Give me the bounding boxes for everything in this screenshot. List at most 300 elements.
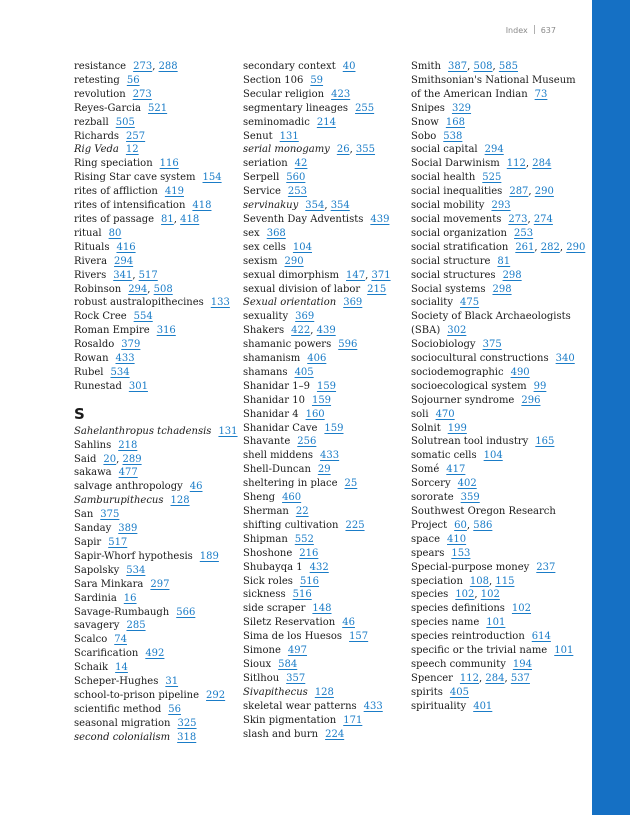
page-link[interactable]: 214 (316, 116, 336, 128)
page-link[interactable]: 104 (483, 450, 503, 462)
index-entry (74, 296, 239, 310)
page-references (497, 256, 510, 267)
page-link[interactable]: 73 (534, 88, 548, 100)
page-link[interactable]: 554 (133, 311, 153, 323)
page-link[interactable]: 294 (128, 283, 148, 295)
page-references (100, 509, 119, 520)
page-link[interactable]: 521 (148, 102, 168, 114)
page-link[interactable]: 402 (457, 478, 477, 490)
page-link[interactable]: 596 (338, 339, 358, 351)
page-references (295, 367, 314, 378)
index-term: sororate (411, 492, 454, 504)
index-term: Shell-Duncan (243, 464, 311, 476)
index-term: serial monogamy (243, 144, 330, 156)
page-link[interactable]: 379 (121, 339, 141, 351)
page-link[interactable]: 375 (482, 339, 502, 351)
index-term: Service (243, 186, 281, 198)
page-link[interactable]: 215 (367, 283, 387, 295)
page-link[interactable]: 389 (118, 523, 138, 535)
page-link[interactable]: 255 (355, 102, 375, 114)
page-link[interactable]: 116 (159, 158, 179, 170)
page-link[interactable]: 253 (514, 227, 534, 239)
page-link[interactable]: 22 (295, 506, 309, 517)
page-link[interactable]: 290 (534, 186, 554, 198)
index-entry (243, 630, 408, 644)
page-link[interactable]: 159 (324, 422, 344, 434)
page-link[interactable]: 492 (145, 648, 165, 660)
index-entry (74, 116, 239, 130)
page-references (310, 75, 323, 86)
index-term: Somé (411, 464, 440, 476)
index-term: Sahelanthropus tchadensis (74, 425, 212, 437)
page-link[interactable]: 157 (349, 631, 369, 643)
page-link[interactable]: 292 (206, 689, 226, 701)
page-references (119, 467, 138, 478)
index-term: sexual division of labor (243, 283, 361, 295)
page-link[interactable]: 294 (484, 144, 504, 156)
index-entry (243, 171, 408, 185)
page-link[interactable]: 302 (447, 325, 467, 337)
page-link[interactable]: 371 (371, 269, 391, 281)
page-link[interactable]: 423 (331, 88, 351, 100)
page-references (483, 339, 502, 350)
page-references (296, 506, 309, 517)
page-link[interactable]: 517 (138, 269, 158, 281)
page-link[interactable]: 102 (455, 589, 475, 601)
index-term: side scraper (243, 603, 306, 615)
page-link[interactable]: 165 (535, 436, 555, 448)
page-link[interactable]: 284 (485, 672, 505, 684)
page-link[interactable]: 20 (103, 453, 117, 465)
page-link[interactable]: 159 (316, 380, 337, 392)
page-link[interactable]: 516 (292, 589, 312, 601)
page-link[interactable]: 516 (299, 575, 320, 587)
index-entry (243, 380, 408, 394)
page-link[interactable]: 354 (305, 200, 325, 212)
page-link[interactable]: 290 (284, 255, 304, 267)
page-link[interactable]: 160 (305, 408, 325, 420)
page-link[interactable]: 153 (451, 547, 471, 559)
page-link[interactable]: 261 (515, 241, 535, 253)
index-entry (74, 185, 239, 199)
index-term: Scheper-Hughes (74, 676, 159, 688)
page-link[interactable]: 401 (473, 700, 493, 712)
page-link[interactable]: 405 (294, 366, 314, 378)
index-entry (74, 619, 239, 633)
page-link[interactable]: 340 (555, 353, 575, 365)
index-entry (74, 366, 239, 380)
page-references: 20, 289 (103, 453, 142, 465)
index-term: species reintroduction (411, 631, 525, 643)
page-link[interactable]: 301 (128, 380, 148, 392)
page-link[interactable]: 460 (282, 492, 302, 504)
page-link[interactable]: 56 (168, 703, 181, 715)
page-link[interactable]: 537 (510, 672, 530, 684)
index-entry (411, 588, 587, 602)
page-link[interactable]: 534 (110, 366, 130, 378)
page-link[interactable]: 432 (309, 561, 329, 573)
index-term: Simone (243, 645, 281, 657)
page-references: 294, 508 (128, 283, 173, 295)
page-references (114, 634, 127, 645)
page-references (150, 579, 169, 590)
page-references (460, 297, 479, 308)
page-link[interactable]: 614 (531, 631, 551, 643)
page-link[interactable]: 497 (287, 645, 308, 657)
index-entry (411, 366, 587, 380)
page-link[interactable]: 56 (126, 74, 140, 86)
page-references (116, 117, 135, 128)
index-term: social movements (411, 213, 502, 225)
page-link[interactable]: 508 (153, 283, 173, 295)
page-link[interactable]: 422 (291, 325, 311, 337)
page-link[interactable]: 288 (158, 61, 178, 72)
page-link[interactable]: 218 (118, 439, 138, 451)
page-references (511, 367, 530, 378)
page-link[interactable]: 284 (532, 158, 552, 170)
page-link[interactable]: 257 (126, 130, 146, 142)
page-references (349, 631, 368, 642)
index-term: Shubayqa 1 (243, 561, 303, 573)
index-term: Snipes (411, 102, 445, 114)
page-references (364, 701, 383, 712)
page-link[interactable]: 133 (210, 297, 230, 309)
page-link[interactable]: 417 (446, 464, 466, 476)
page-references (148, 103, 167, 114)
page-references (165, 186, 184, 197)
index-entry (243, 714, 408, 728)
page-references (280, 131, 299, 142)
page-link[interactable]: 273 (133, 61, 153, 72)
page-link[interactable]: 475 (459, 297, 480, 309)
page-link[interactable]: 128 (170, 495, 190, 507)
page-link[interactable]: 416 (116, 241, 136, 253)
page-link[interactable]: 357 (286, 672, 306, 684)
page-link[interactable]: 293 (491, 200, 511, 212)
page-references: 60, 586 (454, 519, 493, 531)
index-term: Sara Minkara (74, 578, 144, 590)
index-entry (74, 157, 239, 171)
index-entry (411, 394, 587, 408)
page-link[interactable]: 154 (202, 172, 222, 184)
page-link[interactable]: 586 (473, 519, 493, 531)
page-link[interactable]: 46 (342, 617, 355, 629)
index-entry (74, 171, 239, 185)
page-link[interactable]: 418 (192, 200, 212, 212)
page-link[interactable]: 42 (294, 158, 308, 170)
index-entry (243, 491, 408, 505)
index-term: sexual dimorphism (243, 269, 340, 281)
page-link[interactable]: 298 (492, 283, 512, 295)
page-references (486, 617, 505, 628)
index-entry (243, 422, 408, 436)
page-references (297, 436, 316, 447)
page-link[interactable]: 508 (473, 61, 493, 72)
page-references (482, 172, 501, 183)
index-term: Siletz Reservation (243, 617, 336, 629)
page-references (325, 729, 344, 740)
running-head-divider (534, 25, 535, 34)
index-entry (411, 157, 587, 171)
page-link[interactable]: 369 (295, 311, 315, 323)
index-entry (74, 88, 239, 102)
index-entry (74, 466, 239, 480)
index-term: Rosaldo (74, 339, 115, 351)
page-link[interactable]: 189 (199, 550, 219, 562)
page-link[interactable]: 325 (177, 717, 197, 729)
page-references (278, 659, 297, 670)
page-link[interactable]: 26 (336, 144, 350, 156)
page-references (536, 562, 555, 573)
index-term: retesting (74, 74, 120, 86)
index-term: sheltering in place (243, 478, 338, 490)
index-term: Shoshone (243, 547, 293, 559)
page-link[interactable]: 31 (165, 676, 179, 688)
page-link[interactable]: 148 (312, 603, 332, 615)
index-term: Richards (74, 130, 120, 142)
page-link[interactable]: 131 (218, 425, 238, 437)
page-link[interactable]: 115 (495, 575, 515, 587)
page-link[interactable]: 477 (118, 467, 138, 479)
page-references (267, 228, 286, 239)
page-references (133, 89, 152, 100)
index-entry (243, 505, 408, 519)
index-term: Seventh Day Adventists (243, 213, 364, 225)
index-term: Rising Star cave system (74, 172, 196, 184)
index-term: revolution (74, 88, 126, 100)
page-link[interactable]: 59 (310, 74, 324, 86)
page-link[interactable]: 329 (451, 102, 472, 114)
page-references (436, 409, 455, 420)
page-link[interactable]: 410 (447, 533, 467, 545)
page-link[interactable]: 131 (279, 130, 299, 142)
page-link[interactable]: 296 (521, 394, 541, 406)
page-link[interactable]: 147 (346, 269, 366, 281)
page-references (286, 673, 305, 684)
index-entry (74, 480, 239, 494)
page-link[interactable]: 355 (355, 144, 376, 156)
page-link[interactable]: 253 (287, 186, 308, 198)
page-link[interactable]: 74 (114, 634, 127, 646)
page-link[interactable]: 104 (292, 241, 313, 253)
page-link[interactable]: 566 (176, 606, 196, 618)
page-link[interactable]: 439 (316, 325, 336, 337)
page-link[interactable]: 368 (266, 227, 286, 239)
page-link[interactable]: 439 (370, 213, 390, 225)
index-term: specific or the trivial name (411, 645, 548, 657)
page-references (126, 144, 139, 155)
page-link[interactable]: 470 (435, 408, 455, 420)
index-term: Society of Black Archaeologists (SBA) (411, 311, 571, 337)
index-term: sexuality (243, 311, 289, 323)
index-entry (74, 703, 239, 717)
page-link[interactable]: 316 (156, 325, 176, 337)
index-entry (243, 463, 408, 477)
page-link[interactable]: 505 (115, 116, 135, 128)
page-link[interactable]: 274 (533, 213, 553, 225)
page-references (306, 409, 325, 420)
page-link[interactable]: 101 (554, 645, 574, 657)
page-link[interactable]: 418 (180, 213, 200, 225)
index-term: Social systems (411, 283, 486, 295)
index-entry (243, 227, 408, 241)
page-link[interactable]: 298 (502, 269, 522, 281)
page-link[interactable]: 168 (445, 116, 465, 128)
page-link[interactable]: 46 (189, 481, 203, 493)
page-references: 341, 517 (113, 269, 158, 281)
page-link[interactable]: 282 (540, 241, 560, 253)
page-references (115, 662, 128, 673)
page-link[interactable]: 101 (486, 617, 506, 629)
page-link[interactable]: 194 (512, 658, 533, 670)
page-references (299, 548, 318, 559)
page-link[interactable]: 12 (125, 144, 139, 156)
page-link[interactable]: 199 (447, 422, 467, 434)
page-link[interactable]: 433 (320, 450, 340, 462)
index-term: shifting cultivation (243, 519, 339, 531)
page-references (288, 186, 307, 197)
page-link[interactable]: 525 (482, 172, 502, 184)
page-references (192, 200, 211, 211)
accent-side-bar (592, 0, 630, 815)
index-term: Sojourner syndrome (411, 394, 515, 406)
index-term: social structure (411, 255, 491, 267)
index-term: Robinson (74, 283, 122, 295)
page-link[interactable]: 128 (314, 686, 334, 698)
page-link[interactable]: 285 (126, 620, 146, 632)
index-entry (74, 522, 239, 536)
page-link[interactable]: 159 (311, 394, 332, 406)
page-references (127, 75, 140, 86)
page-link[interactable]: 290 (566, 241, 586, 253)
page-link[interactable]: 225 (345, 519, 365, 531)
index-entry (243, 296, 408, 310)
page-link[interactable]: 517 (108, 537, 128, 548)
page-link[interactable]: 297 (150, 578, 170, 590)
page-link[interactable]: 369 (343, 297, 363, 309)
page-references: 112, 284, 537 (459, 672, 530, 684)
page-link[interactable]: 387 (448, 61, 468, 72)
page-link[interactable]: 112 (459, 672, 480, 684)
index-entry (411, 116, 587, 130)
index-term: slash and burn (243, 728, 319, 740)
page-link[interactable]: 80 (108, 227, 122, 239)
index-term: Rig Veda (74, 144, 119, 156)
page-link[interactable]: 81 (161, 213, 174, 225)
index-term: sickness (243, 589, 286, 601)
page-link[interactable]: 419 (164, 186, 184, 198)
page-references (448, 423, 467, 434)
page-link[interactable]: 584 (278, 658, 298, 670)
page-references: 102, 102 (455, 589, 500, 601)
page-link[interactable]: 287 (509, 186, 529, 198)
page-link[interactable]: 560 (286, 172, 306, 184)
page-references (484, 450, 503, 461)
page-references (535, 89, 548, 100)
index-term: Spencer (411, 672, 453, 684)
page-link[interactable]: 216 (299, 547, 319, 559)
index-term: Sardinia (74, 592, 117, 604)
page-link[interactable]: 375 (100, 509, 120, 521)
page-link[interactable]: 102 (480, 589, 500, 601)
page-references (521, 395, 540, 406)
page-link[interactable]: 433 (363, 700, 383, 712)
page-references (116, 353, 135, 364)
page-link[interactable]: 40 (342, 61, 356, 72)
page-link[interactable]: 102 (511, 603, 532, 615)
index-term: robust australopithecines (74, 297, 204, 309)
index-term: Shanidar Cave (243, 422, 318, 434)
index-term: Sivapithecus (243, 686, 308, 698)
page-link[interactable]: 359 (460, 492, 480, 504)
page-link[interactable]: 99 (533, 380, 547, 392)
index-term: species definitions (411, 603, 505, 615)
page-references (177, 718, 196, 729)
page-link[interactable]: 534 (126, 564, 146, 576)
page-link[interactable]: 14 (115, 662, 128, 674)
page-link[interactable]: 490 (510, 366, 530, 378)
page-link[interactable]: 433 (115, 353, 135, 365)
index-term: Rowan (74, 353, 109, 365)
page-link[interactable]: 273 (508, 213, 528, 225)
page-link[interactable]: 318 (177, 731, 197, 743)
index-entry (411, 686, 587, 700)
page-link[interactable]: 538 (443, 130, 463, 142)
index-term: Smithsonian's National Museum of the American Indian (411, 74, 576, 100)
page-link[interactable]: 256 (297, 436, 317, 448)
page-link[interactable]: 341 (113, 269, 133, 281)
index-term: salvage anthropology (74, 481, 183, 493)
index-entry (74, 731, 239, 745)
index-term: Sapir-Whorf hypothesis (74, 550, 193, 562)
page-references (317, 381, 336, 392)
page-link[interactable]: 406 (307, 353, 327, 365)
index-term: Savage-Rumbaugh (74, 606, 170, 618)
page-references (345, 478, 358, 489)
page-link[interactable]: 60 (454, 519, 467, 531)
index-entry (411, 74, 587, 102)
page-link[interactable]: 289 (122, 453, 142, 465)
page-references (534, 381, 547, 392)
page-references: 26, 355 (336, 144, 376, 156)
page-link[interactable]: 29 (317, 464, 331, 476)
page-link[interactable]: 354 (330, 200, 350, 212)
index-entry (74, 60, 239, 74)
page-link[interactable]: 16 (123, 592, 137, 604)
page-link[interactable]: 112 (506, 158, 526, 170)
index-term: space (411, 533, 441, 545)
page-link[interactable]: 237 (536, 561, 556, 573)
page-link[interactable]: 81 (497, 255, 511, 267)
page-link[interactable]: 405 (449, 686, 469, 698)
index-entry (74, 269, 239, 283)
page-link[interactable]: 294 (114, 255, 134, 267)
page-link[interactable]: 224 (325, 728, 345, 740)
index-entry (74, 213, 239, 227)
page-references (312, 395, 331, 406)
index-entry (243, 658, 408, 672)
page-link[interactable]: 552 (294, 533, 314, 545)
index-entry (243, 88, 408, 102)
page-link[interactable]: 585 (498, 61, 518, 72)
index-term: social stratification (411, 241, 509, 253)
page-link[interactable]: 25 (344, 478, 358, 490)
page-link[interactable]: 273 (132, 88, 152, 100)
index-entry (74, 536, 239, 550)
index-entry (243, 477, 408, 491)
page-link[interactable]: 108 (469, 575, 489, 587)
page-link[interactable]: 171 (343, 714, 363, 726)
